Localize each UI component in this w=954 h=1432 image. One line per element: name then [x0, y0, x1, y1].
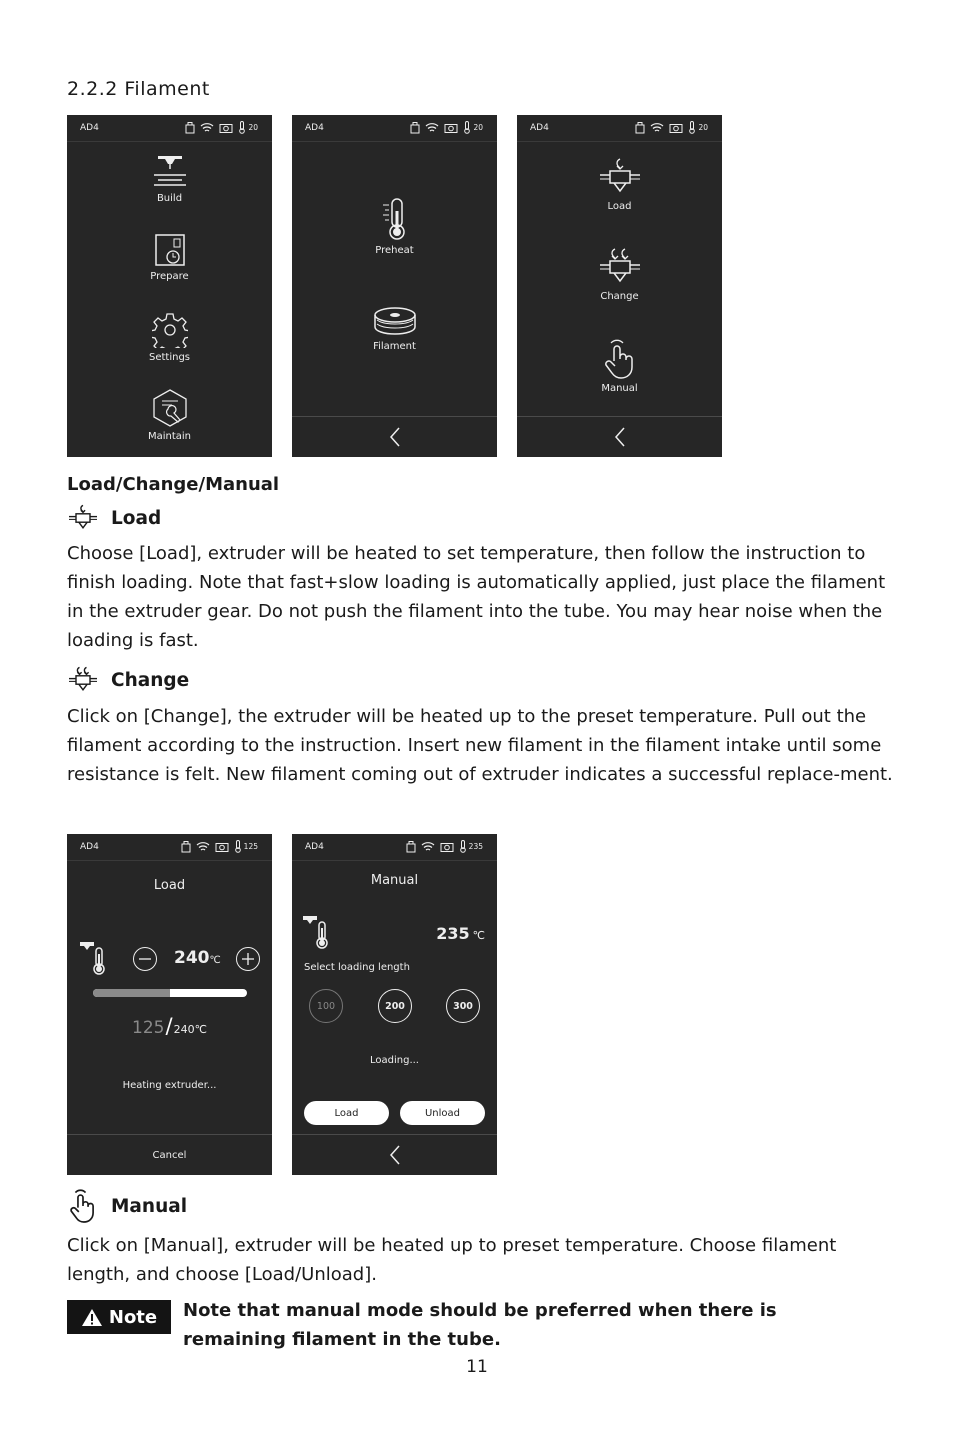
manual-heading — [67, 1189, 187, 1223]
menu-build-label: Build — [156, 193, 183, 204]
length-100-button[interactable] — [309, 989, 343, 1023]
nozzle-thermometer-icon — [302, 914, 332, 950]
thermometer-icon — [238, 121, 246, 134]
load-button-label: Load — [334, 1107, 359, 1119]
model-label: AD4 — [305, 123, 324, 133]
heating-progress-fill — [93, 989, 170, 997]
subsection-title: Load/Change/Manual — [67, 474, 280, 495]
load-screen — [67, 834, 272, 1175]
prepare-menu-screen — [292, 115, 497, 457]
menu-preheat-label: Preheat — [375, 245, 414, 256]
manual-screen-title: Manual — [370, 873, 419, 888]
minus-icon — [134, 948, 156, 970]
manual-temp-value: 235 — [436, 924, 470, 943]
length-300-button[interactable] — [446, 989, 480, 1023]
temp-status — [67, 1014, 272, 1038]
heating-status: Heating extruder... — [122, 1080, 217, 1091]
menu-manual[interactable] — [517, 339, 722, 394]
loading-length-label: Select loading length — [304, 962, 410, 973]
status-bar — [67, 834, 272, 861]
camera-icon — [444, 122, 458, 133]
cancel-button[interactable] — [67, 1134, 272, 1175]
cancel-label: Cancel — [152, 1149, 187, 1161]
change-icon — [67, 666, 99, 694]
warning-icon — [81, 1308, 103, 1327]
section-title: 2.2.2 Filament — [67, 78, 210, 100]
temp-readout: 125 — [243, 842, 258, 851]
menu-load-label: Load — [607, 201, 632, 212]
prepare-icon — [153, 233, 187, 267]
plus-icon — [237, 948, 259, 970]
model-label: AD4 — [80, 842, 99, 852]
usb-icon — [406, 841, 416, 853]
wifi-icon — [650, 122, 664, 133]
note-badge — [67, 1300, 171, 1334]
menu-settings-label: Settings — [148, 352, 190, 363]
menu-settings[interactable] — [67, 312, 272, 363]
chevron-left-icon — [613, 426, 627, 448]
note-label: Note — [108, 1306, 158, 1328]
menu-prepare[interactable] — [67, 233, 272, 282]
status-bar — [67, 115, 272, 142]
change-heading-text: Change — [111, 669, 190, 691]
load-heading-text: Load — [111, 507, 162, 529]
menu-filament-label: Filament — [373, 341, 416, 352]
unload-button[interactable] — [400, 1101, 485, 1125]
temp-readout: 20 — [248, 123, 258, 132]
heating-progress-bar — [93, 989, 247, 997]
menu-preheat[interactable] — [292, 197, 497, 256]
length-300-label: 300 — [453, 1000, 473, 1012]
wifi-icon — [425, 122, 439, 133]
target-temp-value: 240 — [174, 948, 210, 968]
camera-icon — [219, 122, 233, 133]
load-icon — [67, 504, 99, 532]
gear-icon — [152, 312, 188, 348]
chevron-left-icon — [388, 426, 402, 448]
filament-menu-screen — [517, 115, 722, 457]
length-100-label: 100 — [316, 1000, 336, 1012]
menu-change-label: Change — [600, 291, 639, 302]
hand-pointer-icon — [601, 339, 639, 379]
back-button[interactable] — [517, 416, 722, 457]
usb-icon — [185, 122, 195, 134]
camera-icon — [215, 841, 229, 852]
filament-spool-icon — [373, 307, 417, 337]
temp-separator: / — [165, 1014, 173, 1038]
hand-pointer-icon — [67, 1189, 99, 1223]
main-menu-screen — [67, 115, 272, 457]
load-button[interactable] — [304, 1101, 389, 1125]
temp-readout: 20 — [698, 123, 708, 132]
back-button[interactable] — [292, 1134, 497, 1175]
loading-status: Loading... — [370, 1055, 419, 1066]
menu-filament[interactable] — [292, 307, 497, 352]
load-screen-title: Load — [153, 878, 186, 893]
manual-body: Click on [Manual], extruder will be heated up to preset temperature. Choose filament length, and choose [Load/Unload]. — [67, 1235, 837, 1285]
change-heading — [67, 666, 189, 694]
menu-load[interactable] — [517, 157, 722, 212]
thermometer-icon — [463, 121, 471, 134]
temp-readout: 20 — [473, 123, 483, 132]
page-number: 11 — [466, 1357, 488, 1377]
usb-icon — [181, 841, 191, 853]
decrease-temp-button[interactable] — [133, 947, 157, 971]
model-label: AD4 — [305, 842, 324, 852]
status-bar — [292, 834, 497, 861]
load-heading — [67, 504, 161, 532]
maintain-icon — [152, 389, 188, 427]
status-bar — [517, 115, 722, 142]
model-label: AD4 — [530, 123, 549, 133]
menu-change[interactable] — [517, 247, 722, 302]
note-text: Note that manual mode should be preferred when there is remaining filament in the tube. — [183, 1300, 777, 1350]
length-200-label: 200 — [385, 1000, 405, 1012]
target-temp — [174, 948, 221, 968]
temp-readout: 235 — [468, 842, 483, 851]
change-icon — [598, 247, 642, 287]
load-body: Choose [Load], extruder will be heated to set temperature, then follow the instruction to finish loading. Note that fast+slow loading is automatically applied, just place the filament in the extruder gear. Do not push the filament into the tube. You may hear noise when the loading is fast. — [67, 543, 886, 651]
unload-button-label: Unload — [424, 1107, 461, 1119]
build-icon — [152, 155, 188, 189]
thermometer-icon — [688, 121, 696, 134]
length-200-button[interactable] — [378, 989, 412, 1023]
thermometer-icon — [380, 197, 410, 241]
manual-screen — [292, 834, 497, 1175]
thermometer-icon — [459, 840, 467, 853]
usb-icon — [410, 122, 420, 134]
chevron-left-icon — [388, 1144, 402, 1166]
current-temp: 125 — [132, 1018, 165, 1038]
load-icon — [598, 157, 642, 197]
menu-build[interactable] — [67, 155, 272, 204]
manual-temp-unit: ℃ — [472, 929, 485, 942]
wifi-icon — [200, 122, 214, 133]
thermometer-icon — [234, 840, 242, 853]
wifi-icon — [196, 841, 210, 852]
change-body: Click on [Change], the extruder will be heated up to the preset temperature. Pull out the filament according to the instruction. Insert new filament in the filament intake until some resistance is felt. New filament coming out of extruder indicates a successful replace-ment. — [67, 706, 893, 785]
increase-temp-button[interactable] — [236, 947, 260, 971]
menu-maintain[interactable] — [67, 389, 272, 442]
camera-icon — [440, 841, 454, 852]
usb-icon — [635, 122, 645, 134]
status-bar — [292, 115, 497, 142]
current-target-temp: 240℃ — [173, 1023, 207, 1036]
menu-prepare-label: Prepare — [150, 271, 189, 282]
back-button[interactable] — [292, 416, 497, 457]
model-label: AD4 — [80, 123, 99, 133]
menu-maintain-label: Maintain — [147, 431, 192, 442]
manual-heading-text: Manual — [111, 1195, 188, 1217]
wifi-icon — [421, 841, 435, 852]
manual-temp — [436, 924, 485, 943]
menu-manual-label: Manual — [601, 383, 638, 394]
nozzle-thermometer-icon — [79, 940, 109, 976]
target-temp-unit: ℃ — [209, 955, 221, 966]
camera-icon — [669, 122, 683, 133]
